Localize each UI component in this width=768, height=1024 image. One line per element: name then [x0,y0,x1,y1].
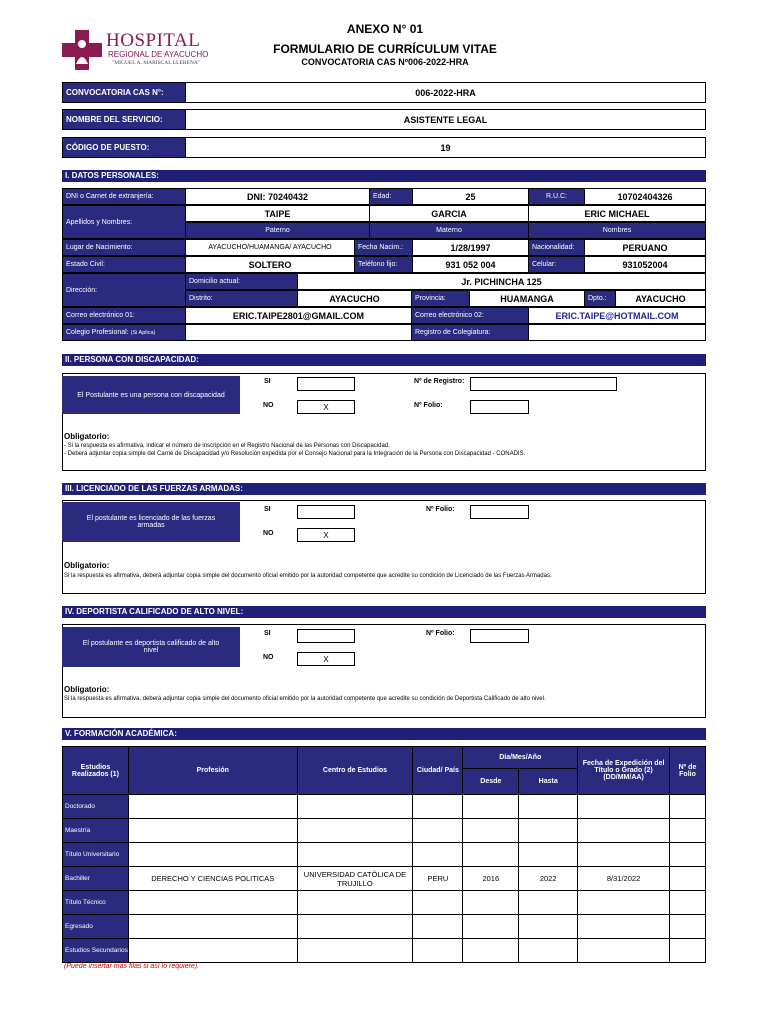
cell-profession[interactable] [128,795,297,819]
dni-label: DNI o Carnet de extranjería: [62,188,186,205]
disability-no-box[interactable]: X [297,400,355,414]
athlete-no-box[interactable]: X [297,652,355,666]
cell-from[interactable] [463,915,519,939]
armed-forces-si-box[interactable] [297,505,355,519]
address-label: Dirección: [62,273,186,307]
cell-center[interactable] [297,891,413,915]
cell-profession[interactable] [128,819,297,843]
cell-date[interactable]: 8/31/2022 [578,867,670,891]
cell-city[interactable] [413,819,463,843]
college-label-text: Colegio Profesional: [66,329,129,336]
cell-profession[interactable] [128,843,297,867]
cell-folio[interactable] [670,843,706,867]
cell-label: Celular: [528,256,585,273]
cell-date[interactable] [578,843,670,867]
row-label: Maestría [63,819,129,843]
registry-label: Registro de Colegiatura: [411,324,529,341]
cell-from[interactable] [463,819,519,843]
cell-center[interactable] [297,819,413,843]
cell-folio[interactable] [670,891,706,915]
age-value[interactable]: 25 [412,188,529,205]
logo-tagline: "MIGUEL A. MARISCAL LLERENA" [112,60,201,66]
nationality-label: Nacionalidad: [528,239,585,256]
dept-label: Dpto.: [584,290,616,307]
college-value[interactable] [185,324,412,341]
table-row [63,915,706,939]
cell-center[interactable]: UNIVERSIDAD CATÓLICA DE TRUJILLO [297,867,413,891]
form-subtitle: CONVOCATORIA CAS Nº006-2022-HRA [301,57,469,67]
paterno-value[interactable]: TAIPE [185,205,370,222]
cell-to[interactable] [519,939,578,963]
athlete-folio-label: Nº Folio: [426,630,455,637]
section-athlete-title: IV. DEPORTISTA CALIFICADO DE ALTO NIVEL: [62,606,706,618]
phone-value[interactable]: 931 052 004 [412,256,529,273]
disability-obligatory: Obligatorio: [64,432,110,441]
ruc-label: R.U.C: [528,188,585,205]
row-label: Título Universitario [63,843,129,867]
row-label: Estudios Secundarios [63,939,129,963]
birthdate-value[interactable]: 1/28/1997 [412,239,529,256]
age-label: Edad: [369,188,413,205]
cell-city[interactable] [413,795,463,819]
nombres-value[interactable]: ERIC MICHAEL [528,205,706,222]
nationality-value[interactable]: PERUANO [584,239,706,256]
athlete-si-box[interactable] [297,629,355,643]
civil-label: Estado Civil: [62,256,186,273]
athlete-note: Si la respuesta es afirmativa, deberá adjuntar copia simple del documento oficial emitido por la autoridad competente que acredite su condición de Deportista Calificado de alto nivel. [64,696,546,702]
disability-registry-box[interactable] [470,377,617,391]
header-studies: Estudios Realizados (1) [63,747,129,795]
header-issue-date: Fecha de Expedición del Título o Grado (2) (DD/MM/AA) [578,747,670,795]
disability-note-1: - Si la respuesta es afirmativa, indicar el número de inscripción en el Registro Nacional de las Personas con Discapacidad. [64,443,390,449]
cell-city[interactable] [413,891,463,915]
cell-center[interactable] [297,795,413,819]
college-note: (Si Aplica) [130,329,156,336]
row-label: Egresado [63,915,129,939]
birthdate-label: Fecha Nacim.: [354,239,413,256]
logo-subtitle: REGIONAL DE AYACUCHO [108,50,209,59]
cell-date[interactable] [578,819,670,843]
district-value[interactable]: AYACUCHO [297,290,412,307]
province-label: Provincia: [411,290,470,307]
section-academic-title: V. FORMACIÓN ACADÉMICA: [62,728,706,740]
conv-value[interactable]: 006-2022-HRA [185,82,706,103]
cell-to[interactable] [519,891,578,915]
registry-value[interactable] [528,324,706,341]
cell-profession[interactable] [128,939,297,963]
birthplace-value[interactable]: AYACUCHO/HUAMANGA/ AYACUCHO [185,239,355,256]
athlete-no-label: NO [263,654,274,661]
academic-table [62,746,706,963]
table-row [63,891,706,915]
materno-value[interactable]: GARCIA [369,205,529,222]
annex-title: ANEXO N° 01 [346,22,424,36]
section-disability-title: II. PERSONA CON DISCAPACIDAD: [62,354,706,366]
row-label: Bachiller [63,867,129,891]
paterno-label: Paterno [185,222,370,239]
athlete-question: El postulante es deportista calificado de alto nivel [62,627,240,667]
names-label: Apellidos y Nombres: [62,205,186,239]
cell-profession[interactable] [128,915,297,939]
cell-folio[interactable] [670,795,706,819]
district-label: Distrito: [185,290,298,307]
disability-no-label: NO [263,402,274,409]
cell-folio[interactable] [670,915,706,939]
disability-si-box[interactable] [297,377,355,391]
cell-center[interactable] [297,915,413,939]
dni-value[interactable]: DNI: 70240432 [185,188,370,205]
cell-from[interactable] [463,795,519,819]
domicile-value[interactable]: Jr. PICHINCHA 125 [297,273,706,290]
section-personal-data-title: I. DATOS PERSONALES: [62,170,706,182]
dept-value[interactable]: AYACUCHO [615,290,706,307]
cell-folio[interactable] [670,867,706,891]
armed-forces-no-label: NO [263,530,274,537]
email2-label: Correo electrónico 02: [411,307,529,324]
row-label: Doctorado [63,795,129,819]
disability-registry-label: Nº de Registro: [414,378,465,385]
athlete-si-label: SI [264,630,271,637]
cell-from[interactable] [463,939,519,963]
cell-from[interactable]: 2016 [463,867,519,891]
disability-note-2: - Deberá adjuntar copia simple del Carné de Discapacidad y/o Resolución expedida por el Consejo Nacional para la Integración de la Persona con Discapacidad - CONADIS. [64,451,526,457]
athlete-folio-box[interactable] [470,629,529,643]
section-armed-forces-title: III. LICENCIADO DE LAS FUERZAS ARMADAS: [62,483,706,495]
conv-label: CONVOCATORIA CAS N°: [62,82,186,103]
header-from: Desde [463,769,519,795]
code-label: CÓDIGO DE PUESTO: [62,137,186,158]
header-city: Ciudad/ País [413,747,463,795]
birthplace-label: Lugar de Nacimiento: [62,239,186,256]
header-to: Hasta [519,769,578,795]
disability-si-label: SI [264,378,271,385]
form-title: FORMULARIO DE CURRÍCULUM VITAE [273,42,497,56]
cell-from[interactable] [463,891,519,915]
domicile-label: Domicilio actual: [185,273,298,290]
cell-to[interactable] [519,843,578,867]
table-row [63,795,706,819]
table-row [63,939,706,963]
service-value[interactable]: ASISTENTE LEGAL [185,109,706,130]
cell-center[interactable] [297,939,413,963]
cell-date[interactable] [578,795,670,819]
cell-city[interactable]: PERU [413,867,463,891]
cell-date[interactable] [578,939,670,963]
cell-folio[interactable] [670,819,706,843]
disability-question: El Postulante es una persona con discapacidad [62,376,240,414]
college-label [62,324,186,341]
cell-city[interactable] [413,939,463,963]
disability-folio-label: Nº Folio: [414,402,443,409]
code-value[interactable]: 19 [185,137,706,158]
cell-profession[interactable] [128,891,297,915]
armed-forces-no-box[interactable]: X [297,528,355,542]
province-value[interactable]: HUAMANGA [469,290,585,307]
cell-profession[interactable]: DERECHO Y CIENCIAS POLITICAS [128,867,297,891]
cell-value[interactable]: 931052004 [584,256,706,273]
cell-date[interactable] [578,891,670,915]
insert-rows-note: (Puede insertar más filas si así lo requiere). [64,963,199,970]
cell-city[interactable] [413,915,463,939]
header-period: Día/Mes/Año [463,747,578,769]
ruc-value[interactable]: 10702404326 [584,188,706,205]
service-label: NOMBRE DEL SERVICIO: [62,109,186,130]
table-row [63,867,706,891]
armed-forces-folio-box[interactable] [470,505,529,519]
cell-folio[interactable] [670,939,706,963]
cell-center[interactable] [297,843,413,867]
armed-forces-folio-label: Nº Folio: [426,506,455,513]
header-center: Centro de Estudios [297,747,413,795]
armed-forces-si-label: SI [264,506,271,513]
email2-value[interactable]: ERIC.TAIPE@HOTMAIL.COM [528,307,706,324]
cell-to[interactable] [519,819,578,843]
email1-value[interactable]: ERIC.TAIPE2801@GMAIL.COM [185,307,412,324]
cell-to[interactable]: 2022 [519,867,578,891]
email1-label: Correo electrónico 01: [62,307,186,324]
armed-forces-note: Si la respuesta es afirmativa, deberá adjuntar copia simple del documento oficial emitido por la autoridad competente que acredite su condición de Licenciado de las Fuerzas Armadas. [64,573,552,579]
nombres-label: Nombres [528,222,706,239]
civil-value[interactable]: SOLTERO [185,256,355,273]
armed-forces-obligatory: Obligatorio: [64,561,110,570]
table-row [63,819,706,843]
header-folio: Nº de Folio [670,747,706,795]
materno-label: Materno [369,222,529,239]
hospital-cross-icon [62,30,102,70]
row-label: Título Técnico [63,891,129,915]
cell-to[interactable] [519,915,578,939]
logo-name: HOSPITAL [106,30,201,51]
phone-label: Teléfono fijo: [354,256,413,273]
header-profession: Profesión [128,747,297,795]
disability-folio-box[interactable] [470,400,529,414]
cell-from[interactable] [463,843,519,867]
cell-date[interactable] [578,915,670,939]
armed-forces-question: El postulante es licenciado de las fuerzas armadas [62,502,240,542]
hospital-logo [62,28,214,72]
cell-to[interactable] [519,795,578,819]
athlete-obligatory: Obligatorio: [64,685,110,694]
table-row [63,843,706,867]
cell-city[interactable] [413,843,463,867]
